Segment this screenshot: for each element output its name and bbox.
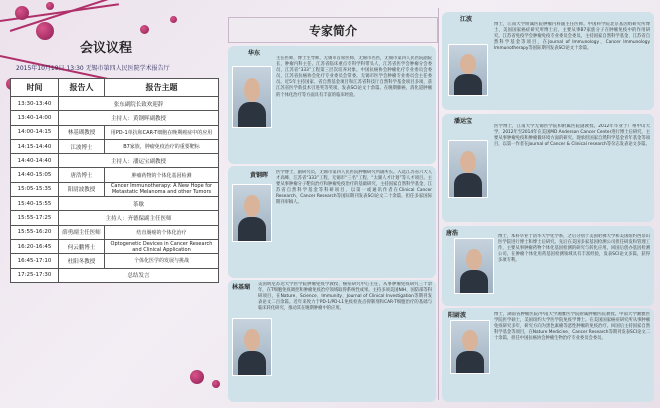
decor-bead xyxy=(170,16,177,23)
agenda-time: 14:40-14:40 xyxy=(11,154,59,168)
agenda-speaker: 林基瑚教授 xyxy=(59,125,105,139)
agenda-speaker: 阳尉波教授 xyxy=(59,182,105,196)
agenda-time: 15:55-16:20 xyxy=(11,225,59,239)
agenda-topic: 用PD-1单抗和CAR-T细胞在晚期癌症中的应用 xyxy=(105,125,219,139)
decor-bead xyxy=(46,2,54,10)
decor-bead xyxy=(140,25,149,34)
agenda-row xyxy=(11,197,219,211)
agenda-time: 16:20-16:45 xyxy=(11,239,59,253)
agenda-table xyxy=(10,78,219,283)
expert-name-tanghao: 唐浩 xyxy=(446,230,459,237)
agenda-row xyxy=(11,125,219,139)
agenda-time: 14:15-14:40 xyxy=(11,139,59,153)
expert-name-huadong: 华东 xyxy=(248,50,261,57)
agenda-row xyxy=(11,254,219,268)
agenda-speaker: 主持人：潘运宝副教授 xyxy=(59,154,219,168)
expert-bio-panyb: 医学博士，江南大学无锡医学院和附属医院副教授。2012年毕业于广州中山大学，2012年至2014年在美国MD Anderson Cancer Center进行博士后研究，主要从事肿瘤免疫和肿瘤微环境方面的研究。现承担国家自然科学基金青年基金等项目，以第一作者在Journal of Cancer & Clinical research等杂志发表论文多篇。 xyxy=(494,124,650,148)
agenda-speaker: 茶歇 xyxy=(59,197,219,211)
agenda-speaker: 江波博士 xyxy=(59,139,105,153)
expert-photo-jiangbo xyxy=(448,44,488,96)
agenda-speaker: 唐浩博士 xyxy=(59,168,105,182)
header-speaker: 报告人 xyxy=(59,79,105,97)
expert-name-huanggh: 黄钢晖 xyxy=(250,172,269,179)
agenda-row xyxy=(11,225,219,239)
agenda-time: 16:45-17:10 xyxy=(11,254,59,268)
expert-name-panyb: 潘运宝 xyxy=(454,118,473,125)
expert-photo-huanggh xyxy=(232,184,272,242)
agenda-header-row xyxy=(11,79,219,97)
expert-bio-huanggh: 医学博士，副研究员，无锡市第四人民医院肿瘤研究所副所长。入选江苏省六大人才高峰、江苏省“333”工程、无锡市“三名”工程、“太湖人才计划”等人才项目。主要从事肿瘤分子靶向治疗和肿瘤免疫治疗的基础研究，主持国家自然科学基金、江苏省自然科学基金等科研项目，以第一或通讯作者在Clinical Cancer Research、Cancer Research等国际期刊发表SCI论文二十余篇，担任多家国际期刊审稿人。 xyxy=(276,170,432,206)
agenda-row xyxy=(11,211,219,225)
agenda-time: 13:40-14:00 xyxy=(11,111,59,125)
agenda-row xyxy=(11,268,219,282)
agenda-speaker: 何云鹏博士 xyxy=(59,239,105,253)
decor-bead xyxy=(212,380,220,388)
expert-bio-jiangbo: 博士，江南大学附属医院肿瘤内科副主任医师。中国科学院北京基因组研究所博士，美国国家癌症研究所博士后，主要从事B7家族分子在肿瘤免疫中的作用研究。江苏省免疫学会肿瘤免疫专业委员会委员。主持国家自然科学基金、江苏省自然科学基金等项目，在Journal of Immunology、Cancer Immunology Immunotherapy等国际期刊发表SCI论文十余篇。 xyxy=(494,22,650,52)
agenda-row xyxy=(11,111,219,125)
decor-bead xyxy=(15,6,29,20)
agenda-time: 14:40-15:05 xyxy=(11,168,59,182)
expert-photo-linjh xyxy=(232,318,272,376)
agenda-topic: 结直肠癌的个体化治疗 xyxy=(105,225,219,239)
expert-bio-yangwb: 博士，湖南省肿瘤医院/中南大学湘雅医学院附属肿瘤医院教授。中南大学湘雅医学院医学硕士，美国纽约大学医学院免疫学博士。在美国国家癌症研究所从事肿瘤免疫研究多年，研究方向为黑色素瘤等恶性肿瘤的免疫治疗。回国后主持国家自然科学基金等项目，在Nature Medicine、Cancer Research等期刊发表SCI论文二十余篇，担任中国抗癌协会肿瘤生物治疗专业委员会委员。 xyxy=(494,312,650,342)
agenda-speaker: 张东副院长致欢迎辞 xyxy=(59,97,219,111)
header-topic: 报告主题 xyxy=(105,79,219,97)
expert-photo-yangwb xyxy=(450,320,490,374)
agenda-speaker: 总结发言 xyxy=(59,268,219,282)
decor-bead xyxy=(36,22,54,40)
expert-photo-panyb xyxy=(448,140,488,198)
agenda-row xyxy=(11,168,219,182)
agenda-time: 15:05-15:35 xyxy=(11,182,59,196)
agenda-speaker: 杜阳冬教授 xyxy=(59,254,105,268)
agenda-row xyxy=(11,239,219,253)
expert-name-jiangbo: 江波 xyxy=(460,16,473,23)
agenda-body xyxy=(11,97,219,283)
expert-bio-linjh-cont xyxy=(276,314,432,398)
agenda-title: 会议议程 xyxy=(80,41,133,56)
agenda-topic: B7家族，肿瘤免疫治疗的重要靶标 xyxy=(105,139,219,153)
expert-photo-huadong xyxy=(232,66,272,128)
agenda-time: 17:25-17:30 xyxy=(11,268,59,282)
agenda-time: 14:00-14:15 xyxy=(11,125,59,139)
expert-bio-tanghao: 博士，本科毕业于清华大学化学系，之后分别于美国哈佛大学和美国纽约西奈山医学院进行博士和博士后研究。先后在美国多家基因检测公司担任研发和管理工作，主要从事肿瘤药物个体化基因检测的研究与转化应用。回国后创办基因检测公司，在肿瘤个体化用药基因检测领域具有丰富经验，发表SCI论文多篇，获得多项专利。 xyxy=(498,234,650,264)
decor-bead xyxy=(190,370,204,384)
expert-name-yangwb: 阳尉波 xyxy=(448,312,467,319)
expert-bio-linjh: 美国明尼苏达大学医学院肿瘤免疫学教授、癌症研究中心主任，从事肿瘤免疫研究三十余年，在T细胞免疫调控和肿瘤免疫治疗领域取得系统性成果。主持多项美国NIH、国防部等科研项目，在Nature、Science、Immunity、Journal of Clinical Investigation等期刊发表论文二百余篇。近年来致力于PD-1/PD-L1免疫检查点抑制剂和CAR-T细胞治疗的基础与临床转化研究，推动其在晚期肿瘤中的应用。 xyxy=(258,282,432,312)
experts-title: 专家简介 xyxy=(228,17,438,43)
expert-photo-tanghao xyxy=(454,238,494,294)
agenda-time: 15:55-17:25 xyxy=(11,211,59,225)
agenda-time: 15:40-15:55 xyxy=(11,197,59,211)
agenda-topic: Cancer Immunotherapy: A New Hope for Metastatic Melanoma and other Tumors xyxy=(105,182,219,196)
column-divider xyxy=(438,8,439,400)
agenda-row xyxy=(11,182,219,196)
expert-name-linjh: 林基瑚 xyxy=(232,284,251,291)
agenda-topic: Optogenetic Devices in Cancer Research and Clinical Application xyxy=(105,239,219,253)
agenda-row xyxy=(11,154,219,168)
agenda-speaker: 主持人：黄钢晖副教授 xyxy=(59,111,219,125)
agenda-speaker: 薛勇副主任医师 xyxy=(59,225,105,239)
agenda-topic: 个体化医学的发展与挑战 xyxy=(105,254,219,268)
agenda-date-line: 2015年10月19日 13:30 无锡市第四人民医院学术报告厅 xyxy=(16,65,170,72)
header-time: 时间 xyxy=(11,79,59,97)
agenda-row xyxy=(11,139,219,153)
agenda-speaker: 主持人：齐德保副主任医师 xyxy=(59,211,219,225)
agenda-row xyxy=(11,97,219,111)
agenda-topic: 肿瘤药物的个体化基因检测 xyxy=(105,168,219,182)
expert-bio-huadong: 主任医师，博士生导师，无锡市首席医师，无锡市名医，无锡市第四人民医院副院长，肿瘤内科主任。江苏省临床重点专科学科带头人，江苏省医学会肿瘤分会委员，江苏省“333”工程第三层次培养对象。中国抗癌协会肿瘤化疗专业委员会委员，江苏省抗癌协会化疗专业委员会常委。无锡市医学会肿瘤专业委员会主任委员。近5年主持国家、省自然基金项目和江苏省科技厅自然科学基金项目多项，获江苏省医学新技术引进奖等奖项，发表SCI论文十余篇。在晚期肺癌、消化道肿瘤的个体化治疗等方面具有丰富的临床经验。 xyxy=(276,56,432,98)
agenda-time: 13:30-13:40 xyxy=(11,97,59,111)
